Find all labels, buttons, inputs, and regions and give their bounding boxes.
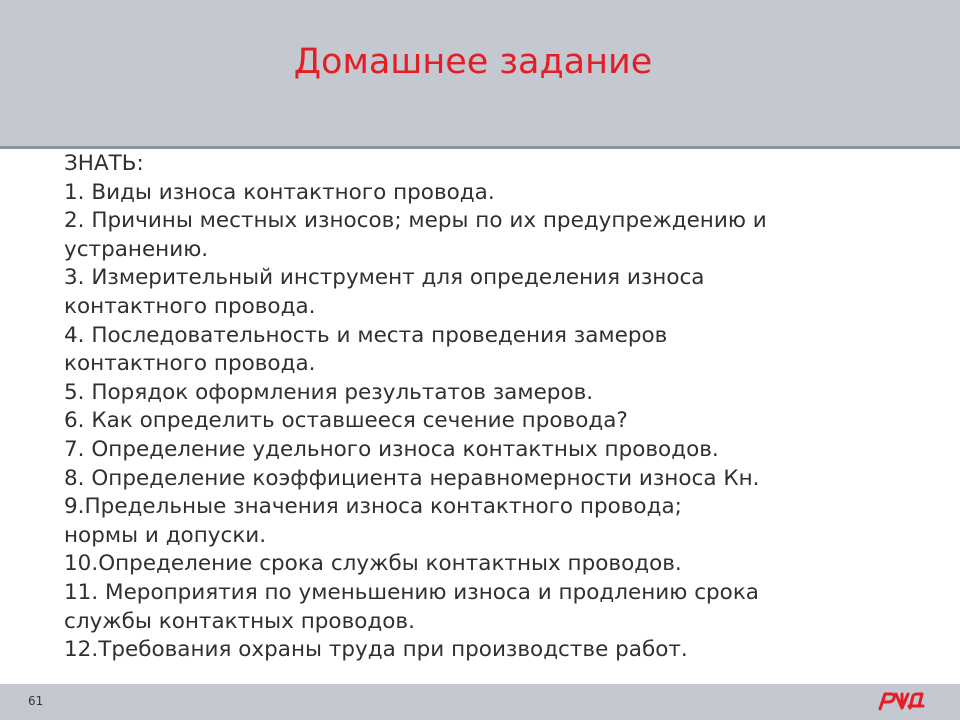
- list-item: 3. Измерительный инструмент для определения износа: [64, 265, 705, 291]
- list-item: службы контактных проводов.: [64, 608, 415, 634]
- slide-footer: [0, 684, 960, 720]
- list-item: 8. Определение коэффициента неравномерности износа Кн.: [64, 465, 760, 491]
- list-heading: ЗНАТЬ:: [64, 151, 144, 176]
- list-item: 4. Последовательность и места проведения замеров: [64, 322, 668, 348]
- rzd-logo-icon: [876, 690, 926, 712]
- list-item: 1. Виды износа контактного провода.: [64, 179, 495, 205]
- list-item: 6. Как определить оставшееся сечение провода?: [64, 408, 628, 434]
- list-item: нормы и допуски.: [64, 522, 267, 548]
- list-item: 12.Требования охраны труда при производстве работ.: [64, 637, 688, 663]
- page-number: 61: [28, 694, 44, 708]
- list-item: 9.Предельные значения износа контактного провода;: [64, 494, 682, 520]
- slide-title: Домашнее задание: [293, 42, 653, 82]
- header-divider: [0, 146, 960, 149]
- list-item: 10.Определение срока службы контактных проводов.: [64, 551, 682, 577]
- list-item: устранению.: [64, 236, 209, 262]
- homework-list: [64, 150, 924, 665]
- list-item: контактного провода.: [64, 351, 316, 377]
- list-item: 5. Порядок оформления результатов замеров.: [64, 379, 594, 405]
- list-item: 7. Определение удельного износа контактных проводов.: [64, 436, 719, 462]
- list-item: 11. Мероприятия по уменьшению износа и продлению срока: [64, 579, 759, 605]
- list-item: контактного провода.: [64, 293, 316, 319]
- list-item: 2. Причины местных износов; меры по их предупреждению и: [64, 208, 767, 234]
